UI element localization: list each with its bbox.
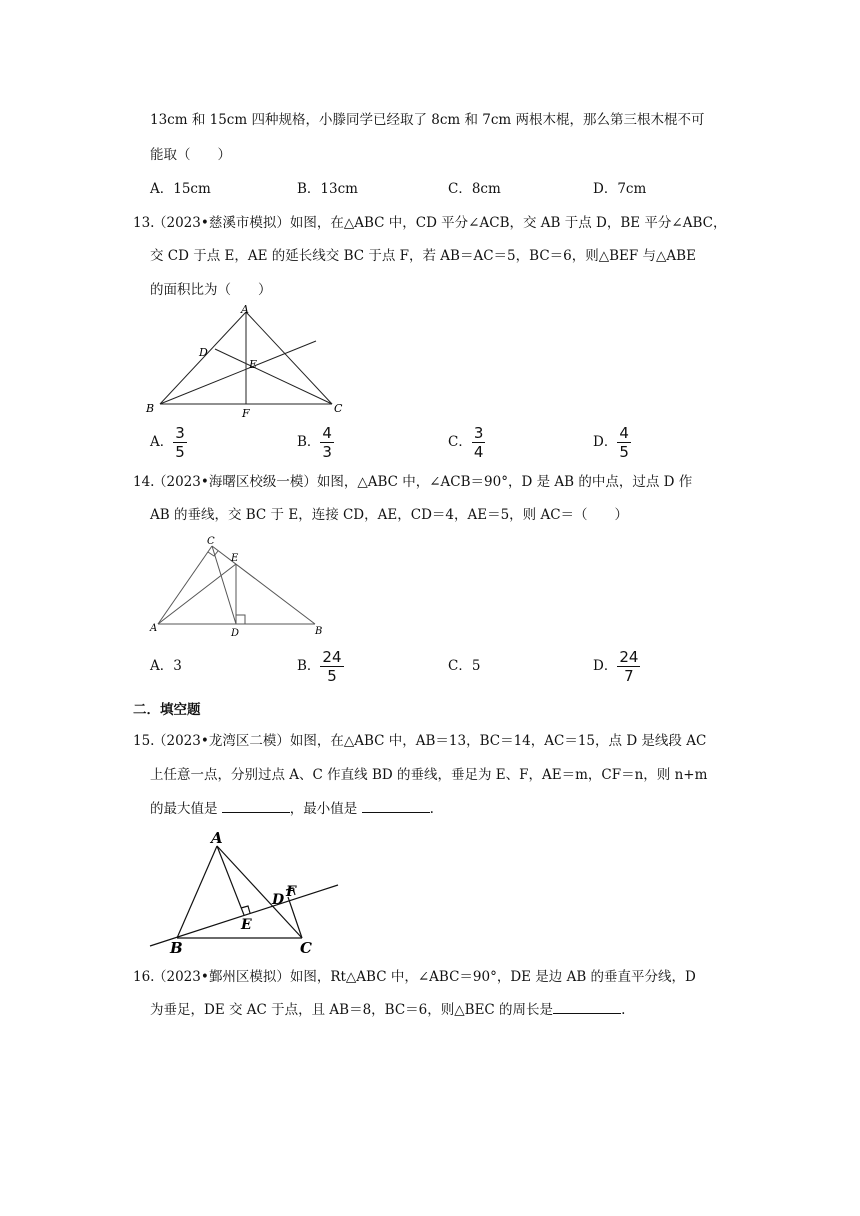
- q14-option-a[interactable]: [150, 648, 182, 684]
- q15-label-c: C: [300, 939, 312, 957]
- q16-text-perimeter: 为垂足，DE 交 AC 于点，且 AB＝8，BC＝6，则△BEC 的周长是: [150, 1002, 554, 1018]
- q13-text-line3: 的面积比为（ ）: [150, 282, 272, 298]
- q14-segment-ae: [158, 564, 236, 624]
- q13-segment-be: [160, 341, 316, 404]
- q14-option-d[interactable]: [593, 648, 640, 684]
- q14-option-c-letter: C．: [448, 658, 472, 674]
- q13-edge-ac: [246, 312, 332, 404]
- fraction-numerator: 24: [619, 648, 639, 666]
- q14-triangle-figure: [145, 532, 345, 642]
- q14-edge-ac: [158, 546, 212, 624]
- q15-triangle-figure: [140, 826, 350, 958]
- q13-option-b[interactable]: [297, 424, 334, 460]
- q14-option-b[interactable]: [297, 648, 344, 684]
- q14-label-e: E: [231, 553, 239, 564]
- q15-text-line2: 上任意一点，分别过点 A、C 作直线 BD 的垂线，垂足为 E、F，AE＝m，CF＝n，则 n+m: [150, 767, 708, 783]
- section-heading-fill-in: 二．填空题: [133, 702, 201, 718]
- q14-option-a-letter: A．: [150, 658, 174, 674]
- q13-option-c[interactable]: [448, 424, 485, 460]
- q14-label-b: B: [315, 626, 323, 637]
- q15-label-f: F: [286, 884, 296, 900]
- q12-option-c[interactable]: C．8cm: [448, 181, 501, 197]
- q14-text-line2: AB 的垂线，交 BC 于 E，连接 CD，AE，CD＝4，AE＝5，则 AC＝（ ）: [150, 507, 629, 523]
- q13-label-c: C: [334, 402, 343, 415]
- q14-option-c[interactable]: [448, 648, 480, 684]
- fraction-denominator: 4: [473, 443, 484, 461]
- fraction-denominator: 3: [322, 443, 332, 461]
- q13-label-e: E: [249, 358, 258, 371]
- q13-label-b: B: [146, 402, 155, 415]
- q16-text-end: .: [621, 1002, 626, 1018]
- q14-label-a: A: [150, 623, 158, 634]
- q13-text-line1: （2023•慈溪市模拟）如图，在△ABC 中，CD 平分∠ACB，交 AB 于点 D，BE 平分∠ABC，: [153, 215, 727, 231]
- q14-edge-cb: [212, 546, 315, 624]
- q15-line-bd: [150, 885, 338, 946]
- q13-label-d: D: [199, 346, 208, 359]
- q14-option-c-value: 5: [471, 658, 481, 674]
- q15-segment-ae: [217, 846, 244, 915]
- q15-label-e: E: [241, 917, 252, 933]
- q15-label-b: B: [170, 939, 183, 957]
- q15-text-min: ，最小值是: [289, 801, 358, 817]
- q15-text-line3: [150, 799, 434, 819]
- q15-text-end: .: [429, 801, 434, 817]
- q14-option-a-value: 3: [173, 658, 182, 674]
- q13-option-d-fraction: [617, 425, 631, 460]
- q13-triangle-figure: [140, 302, 360, 422]
- q13-text-line2: 交 CD 于点 E，AE 的延长线交 BC 于点 F，若 AB＝AC＝5，BC＝6，则△BEF 与△ABE: [150, 248, 696, 264]
- q13-segment-cd: [215, 349, 332, 404]
- q15-number: 15.: [133, 733, 155, 749]
- fraction-numerator: 3: [473, 424, 484, 442]
- q16-number: 16.: [133, 969, 155, 985]
- q15-answer-blank-max[interactable]: [222, 812, 290, 813]
- q13-label-f: F: [242, 407, 250, 420]
- q15-segment-cf: [288, 897, 302, 938]
- q13-option-b-fraction: [320, 425, 334, 460]
- fraction-numerator: 4: [619, 424, 629, 442]
- fraction-denominator: 5: [619, 443, 629, 461]
- q13-option-b-letter: B．: [297, 434, 321, 450]
- fraction-numerator: 24: [322, 648, 342, 666]
- fraction-denominator: 7: [624, 667, 634, 685]
- q15-label-a: A: [211, 829, 223, 847]
- q14-label-c: C: [207, 536, 215, 547]
- q15-text-line1: （2023•龙湾区二模）如图，在△ABC 中，AB＝13，BC＝14，AC＝15，点 D 是线段 AC: [153, 733, 707, 749]
- fraction-denominator: 5: [327, 667, 337, 685]
- fraction-numerator: 4: [322, 424, 332, 442]
- q15-edge-ab: [177, 846, 217, 938]
- q13-option-d[interactable]: [593, 424, 631, 460]
- q14-option-b-fraction: [320, 649, 343, 684]
- q13-option-d-letter: D．: [593, 434, 618, 450]
- q13-label-a: A: [241, 303, 249, 316]
- q12-option-a[interactable]: A．15cm: [150, 181, 211, 197]
- q15-text-max: 的最大值是: [150, 801, 218, 817]
- q15-answer-blank-min[interactable]: [362, 812, 430, 813]
- q12-text-line1: 13cm 和 15cm 四种规格，小滕同学已经取了 8cm 和 7cm 两根木棍，那么第三根木棍不可: [150, 112, 705, 128]
- fraction-denominator: 5: [175, 443, 185, 461]
- q14-right-angle-mark-c: [208, 551, 218, 556]
- fraction-numerator: 3: [175, 424, 185, 442]
- q13-option-c-letter: C．: [448, 434, 472, 450]
- q15-label-d: D: [272, 892, 285, 908]
- q14-number: 14.: [133, 474, 155, 490]
- q13-option-c-fraction: [472, 425, 486, 460]
- q14-text-line1: （2023•海曙区校级一模）如图，△ABC 中，∠ACB＝90°，D 是 AB 的中点，过点 D 作: [153, 474, 693, 490]
- q13-number: 13.: [133, 215, 155, 231]
- q14-option-d-fraction: [617, 649, 640, 684]
- q12-text-line2: 能取（ ）: [150, 147, 231, 163]
- q13-option-a-letter: A．: [150, 434, 174, 450]
- q13-option-a[interactable]: [150, 424, 187, 460]
- q13-option-a-fraction: [173, 425, 187, 460]
- q14-option-b-letter: B．: [297, 658, 321, 674]
- q16-answer-blank[interactable]: [553, 1013, 621, 1014]
- q16-text-line2: [150, 1000, 625, 1020]
- q16-text-line1: （2023•鄞州区模拟）如图，Rt△ABC 中，∠ABC＝90°，DE 是边 AB 的垂直平分线，D: [153, 969, 696, 985]
- q12-option-d[interactable]: D．7cm: [593, 181, 647, 197]
- q12-option-b[interactable]: B．13cm: [297, 181, 358, 197]
- q14-right-angle-mark-d: [236, 615, 245, 624]
- q14-label-d: D: [231, 628, 240, 639]
- q14-option-d-letter: D．: [593, 658, 618, 674]
